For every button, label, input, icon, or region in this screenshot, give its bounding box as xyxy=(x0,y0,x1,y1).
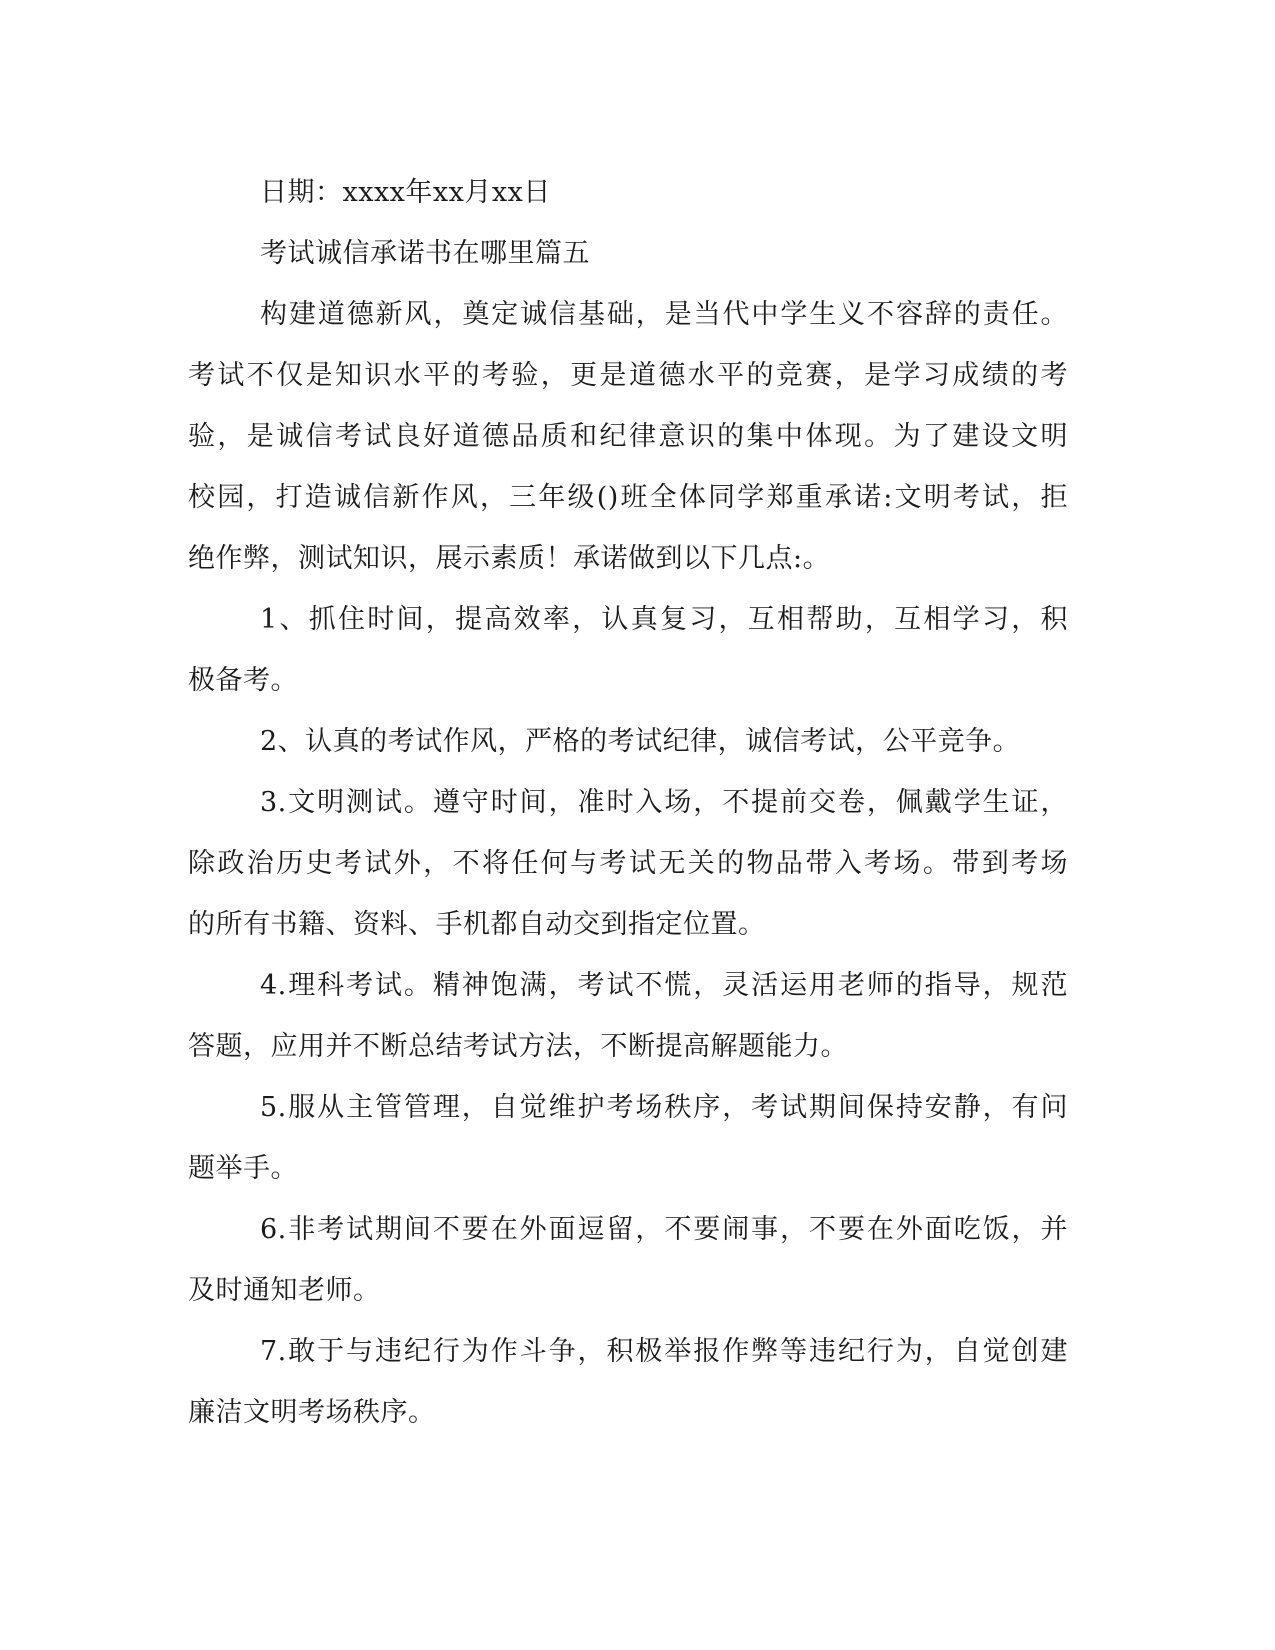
paragraph-line: 及时通知老师。 xyxy=(188,1275,381,1306)
intro-paragraph xyxy=(188,284,1068,589)
paragraph-line: 除政治历史考试外，不将任何与考试无关的物品带入考场。带到考场 xyxy=(188,848,1068,879)
pledge-item-4 xyxy=(188,955,1068,1077)
paragraph-line: 极备考。 xyxy=(188,665,298,696)
paragraph-line: 题举手。 xyxy=(188,1153,298,1184)
pledge-item-1 xyxy=(188,589,1068,711)
pledge-item-5 xyxy=(188,1077,1068,1199)
pledge-item-2 xyxy=(188,711,1068,772)
paragraph-line: 廉洁文明考场秩序。 xyxy=(188,1397,436,1428)
section-title: 考试诚信承诺书在哪里篇五 xyxy=(260,238,590,269)
paragraph-line: 的所有书籍、资料、手机都自动交到指定位置。 xyxy=(188,909,766,940)
document-body xyxy=(188,162,1068,1443)
paragraph-line: 7.敢于与违纪行为作斗争，积极举报作弊等违纪行为，自觉创建 xyxy=(260,1336,1068,1367)
paragraph-line: 绝作弊，测试知识，展示素质！承诺做到以下几点:。 xyxy=(188,543,831,574)
paragraph-line: 校园，打造诚信新作风，三年级()班全体同学郑重承诺:文明考试，拒 xyxy=(188,482,1068,513)
pledge-item-6 xyxy=(188,1199,1068,1321)
date-line: 日期：xxxx年xx月xx日 xyxy=(260,177,551,208)
paragraph-line: 3.文明测试。遵守时间，准时入场，不提前交卷，佩戴学生证， xyxy=(260,787,1068,818)
pledge-item-7 xyxy=(188,1321,1068,1443)
paragraph-line: 验，是诚信考试良好道德品质和纪律意识的集中体现。为了建设文明 xyxy=(188,421,1068,452)
paragraph-line: 2、认真的考试作风，严格的考试纪律，诚信考试，公平竞争。 xyxy=(260,726,1021,757)
paragraph-line: 答题，应用并不断总结考试方法，不断提高解题能力。 xyxy=(188,1031,848,1062)
paragraph-line: 4.理科考试。精神饱满，考试不慌，灵活运用老师的指导，规范 xyxy=(260,970,1068,1001)
paragraph-line: 构建道德新风，奠定诚信基础，是当代中学生义不容辞的责任。 xyxy=(260,299,1068,330)
paragraph-line: 5.服从主管管理，自觉维护考场秩序，考试期间保持安静，有问 xyxy=(260,1092,1068,1123)
paragraph-line: 6.非考试期间不要在外面逗留，不要闹事，不要在外面吃饭，并 xyxy=(260,1214,1068,1245)
paragraph-line: 1、抓住时间，提高效率，认真复习，互相帮助，互相学习，积 xyxy=(260,604,1068,635)
pledge-item-3 xyxy=(188,772,1068,955)
paragraph-line: 考试不仅是知识水平的考验，更是道德水平的竞赛，是学习成绩的考 xyxy=(188,360,1068,391)
